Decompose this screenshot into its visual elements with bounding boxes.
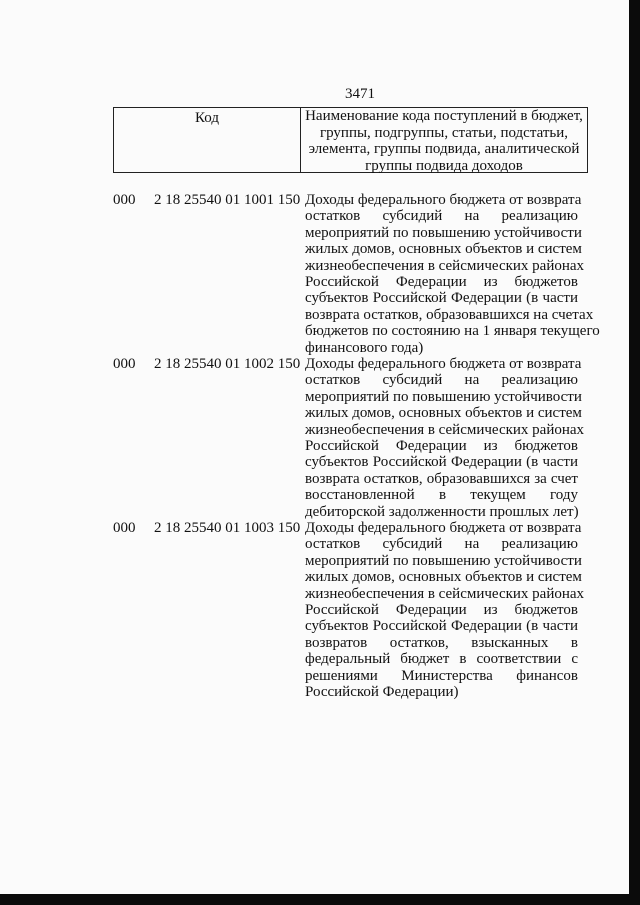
desc-line: финансового года)	[305, 339, 424, 356]
desc-line: решениями Министерства финансов	[305, 667, 578, 684]
entry-description	[305, 356, 585, 520]
desc-line: дебиторской задолженности прошлых лет)	[305, 503, 579, 520]
budget-code: 2 18 25540 01 1002 150	[154, 356, 301, 372]
table-header	[113, 107, 588, 173]
header-name-column	[301, 108, 587, 172]
desc-line: жилых домов, основных объектов и систем	[305, 405, 582, 422]
desc-line: субъектов Российской Федерации (в части	[305, 290, 578, 307]
admin-code: 000	[113, 192, 136, 208]
desc-line: возвратов остатков, взысканных в	[305, 634, 578, 651]
budget-code: 2 18 25540 01 1001 150	[154, 192, 301, 208]
header-name-line: Наименование кода поступлений в бюджет,	[305, 108, 583, 124]
desc-line: мероприятий по повышению устойчивости	[305, 552, 582, 569]
budget-code: 2 18 25540 01 1003 150	[154, 520, 301, 536]
desc-line: жилых домов, основных объектов и систем	[305, 241, 582, 258]
header-code-column: Код	[114, 108, 301, 172]
desc-line: федеральный бюджет в соответствии с	[305, 651, 578, 668]
desc-line: жизнеобеспечения в сейсмических районах	[305, 257, 585, 274]
desc-line: жизнеобеспечения в сейсмических районах	[305, 585, 585, 602]
header-name-line: элемента, группы подвида, аналитической	[308, 141, 580, 157]
desc-line: мероприятий по повышению устойчивости	[305, 388, 582, 405]
desc-line: мероприятий по повышению устойчивости	[305, 224, 582, 241]
desc-line: Российской Федерации из бюджетов	[305, 274, 578, 291]
desc-line: Российской Федерации)	[305, 684, 459, 701]
desc-line: остатков субсидий на реализацию	[305, 536, 578, 553]
page-number: 3471	[345, 86, 375, 102]
desc-line: Доходы федерального бюджета от возврата	[305, 520, 582, 536]
desc-line: Российской Федерации из бюджетов	[305, 438, 578, 455]
scan-border-bottom	[0, 894, 640, 905]
admin-code: 000	[113, 520, 136, 536]
entry-description	[305, 520, 585, 701]
desc-line: субъектов Российской Федерации (в части	[305, 454, 578, 471]
header-name-line: группы подвида доходов	[365, 157, 523, 174]
desc-line: Доходы федерального бюджета от возврата	[305, 356, 582, 372]
desc-line: остатков субсидий на реализацию	[305, 208, 578, 225]
desc-line: Российской Федерации из бюджетов	[305, 602, 578, 619]
desc-line: субъектов Российской Федерации (в части	[305, 618, 578, 635]
desc-line: восстановленной в текущем году	[305, 487, 578, 504]
desc-line: Доходы федерального бюджета от возврата	[305, 192, 582, 208]
desc-line: возврата остатков, образовавшихся за счет	[305, 470, 578, 487]
scan-border-right	[629, 0, 640, 905]
desc-line: бюджетов по состоянию на 1 января текущего	[305, 323, 600, 340]
entry-description	[305, 192, 600, 356]
desc-line: остатков субсидий на реализацию	[305, 372, 578, 389]
header-name-line: группы, подгруппы, статьи, подстатьи,	[319, 124, 569, 141]
desc-line: жилых домов, основных объектов и систем	[305, 569, 582, 586]
desc-line: возврата остатков, образовавшихся на счетах	[305, 306, 594, 323]
admin-code: 000	[113, 356, 136, 372]
desc-line: жизнеобеспечения в сейсмических районах	[305, 421, 585, 438]
